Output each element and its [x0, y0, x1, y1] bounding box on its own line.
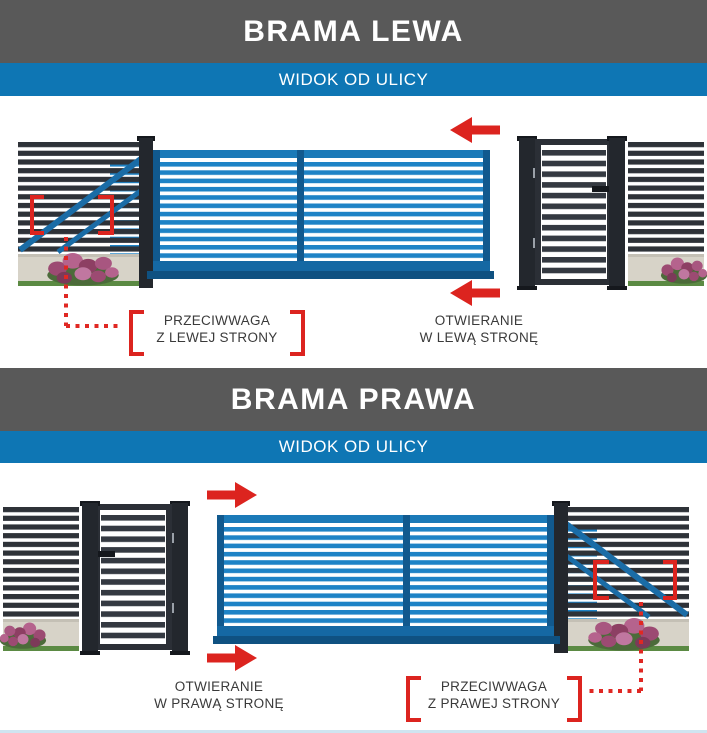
opening-label-line1: OTWIERANIE — [174, 679, 264, 694]
counterweight-label-line1: PRZECIWWAGA — [440, 679, 548, 694]
opening-label-line1: OTWIERANIE — [434, 313, 524, 328]
counterweight-label-line2: Z PRAWEJ STRONY — [427, 695, 561, 711]
subtitle-widok-od-ulicy-1: WIDOK OD ULICY — [0, 63, 707, 96]
red-bracket-right — [567, 676, 582, 722]
counterweight-label — [144, 313, 290, 346]
counterweight-label-line1: PRZECIWWAGA — [163, 313, 271, 328]
gate-illustration-left — [0, 96, 707, 368]
section-title-brama-prawa: BRAMA PRAWA — [0, 368, 707, 431]
counterweight-label — [421, 679, 567, 712]
red-bracket-left — [129, 310, 144, 356]
section-title-brama-lewa: BRAMA LEWA — [0, 0, 707, 63]
gate-illustration-right — [0, 461, 707, 733]
red-bracket-right — [290, 310, 305, 356]
counterweight-label-line2: Z LEWEJ STRONY — [156, 329, 278, 345]
opening-direction-label — [400, 313, 558, 346]
opening-direction-label — [140, 679, 298, 712]
subtitle-widok-od-ulicy-2: WIDOK OD ULICY — [0, 431, 707, 463]
red-bracket-left — [406, 676, 421, 722]
gate-scene-right-mirrored — [0, 482, 689, 691]
gate-scene-left — [18, 117, 707, 326]
opening-label-line2: W LEWĄ STRONĘ — [419, 329, 539, 345]
opening-label-line2: W PRAWĄ STRONĘ — [154, 695, 284, 711]
